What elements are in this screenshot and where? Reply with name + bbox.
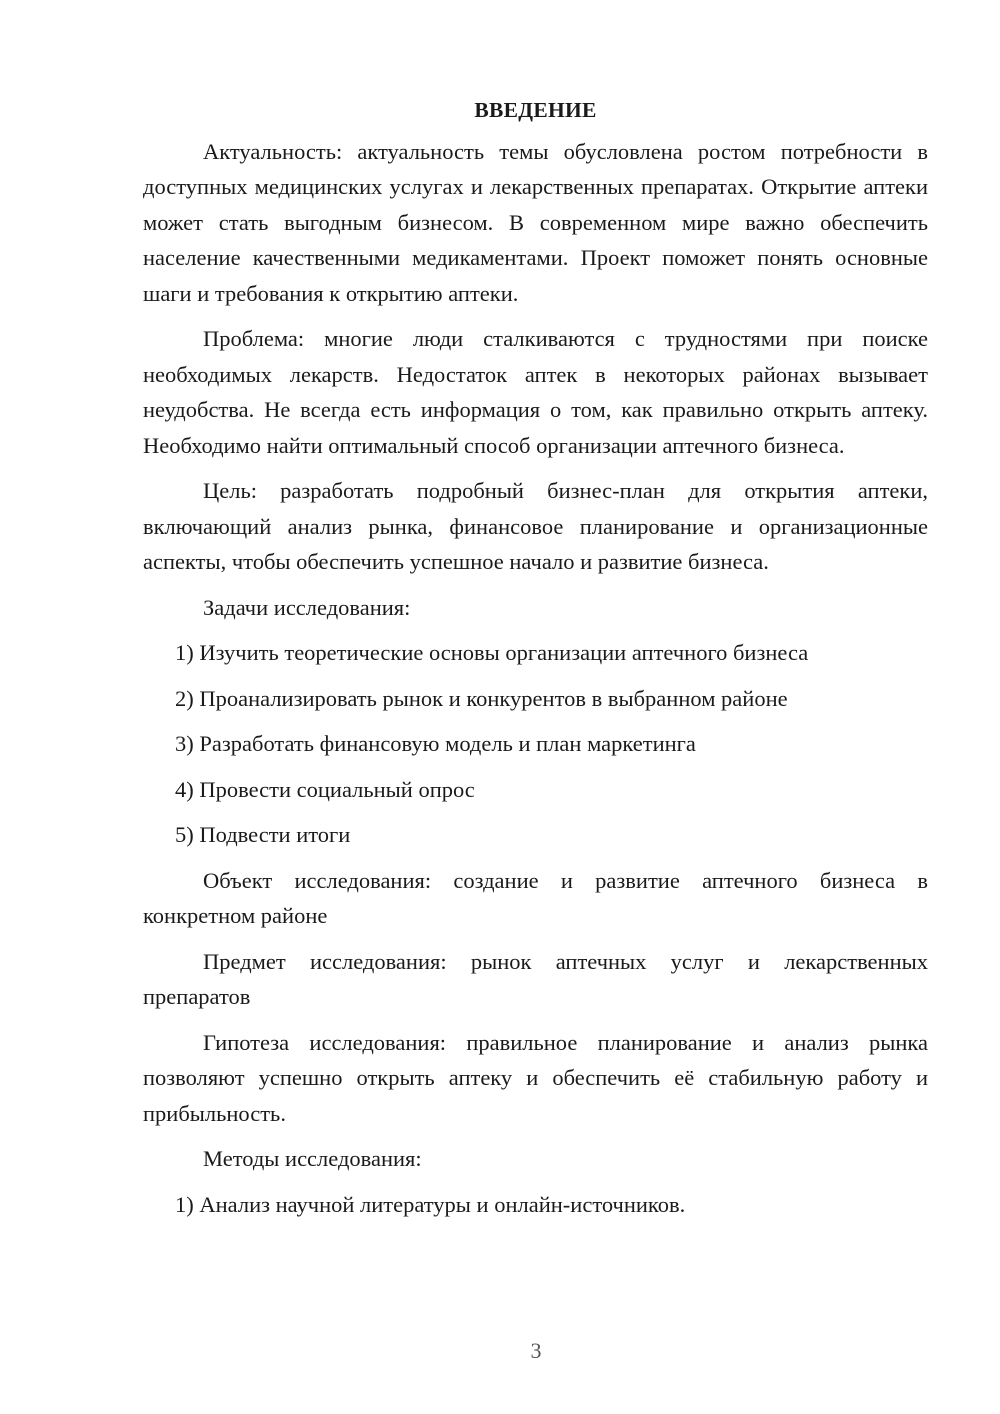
list-item: 3) Разработать финансовую модель и план маркетинга	[175, 731, 696, 756]
page-number: 3	[530, 1338, 542, 1363]
hypothesis-paragraph: Гипотеза исследования: правильное планирование и анализ рынка позволяют успешно открыть аптеку и обеспечить её стабильную работу и прибыльность.	[143, 1029, 928, 1126]
methods-title: Методы исследования:	[203, 1146, 422, 1171]
list-item: 5) Подвести итоги	[175, 822, 351, 847]
tasks-list	[143, 635, 928, 853]
methods-list	[143, 1187, 928, 1223]
goal-paragraph: Цель: разработать подробный бизнес-план для открытия аптеки, включающий анализ рынка, финансовое планирование и организационные аспекты, чтобы обеспечить успешное начало и развитие бизнеса.	[143, 478, 928, 574]
relevance-paragraph: Актуальность: актуальность темы обусловлена ростом потребности в доступных медицинских услугах и лекарственных препаратах. Открытие аптеки может стать выгодным бизнесом. В современном мире важно обеспечить население качественными медикаментами. Проект поможет понять основные шаги и требования к открытию аптеки.	[143, 138, 928, 306]
list-item: 1) Изучить теоретические основы организации аптечного бизнеса	[175, 640, 809, 665]
list-item: 1) Анализ научной литературы и онлайн-источников.	[175, 1191, 686, 1217]
page-heading: ВВЕДЕНИЕ	[474, 98, 597, 122]
page-content	[143, 93, 928, 1232]
list-item: 4) Провести социальный опрос	[175, 776, 475, 802]
object-paragraph: Объект исследования: создание и развитие аптечного бизнеса в конкретном районе	[143, 867, 928, 928]
tasks-title: Задачи исследования:	[203, 594, 411, 620]
problem-paragraph: Проблема: многие люди сталкиваются с трудностями при поиске необходимых лекарств. Недостаток аптек в некоторых районах вызывает неудобства. Не всегда есть информация о том, как правильно открыть аптеку. Необходимо найти оптимальный способ организации аптечного бизнеса.	[143, 326, 928, 458]
subject-paragraph: Предмет исследования: рынок аптечных услуг и лекарственных препаратов	[143, 948, 928, 1009]
list-item: 2) Проанализировать рынок и конкурентов в выбранном районе	[175, 685, 788, 711]
